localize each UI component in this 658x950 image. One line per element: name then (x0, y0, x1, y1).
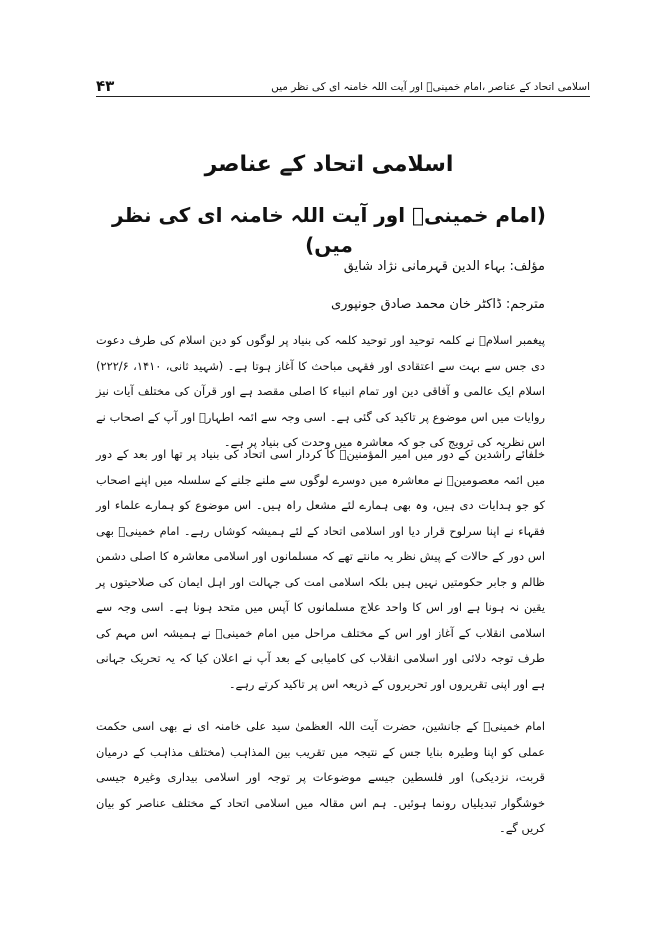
running-header (96, 72, 590, 94)
article-title: اسلامی اتحاد کے عناصر (204, 152, 454, 177)
paragraph-2: خلفائے راشدین کے دور میں امیر المؤمنینؑ کا کردار اسی اتحاد کی بنیاد پر تھا اور بعد کے دور میں ائمہ معصومینؑ نے معاشرہ میں دوسرے لوگوں سے ملنے جلنے کے سلسلہ میں اپنے اصحاب کو جو ہدایات دی ہیں، وہ بھی ہمارے لئے مشعل راہ ہیں۔ اس موضوع کو ہمارے علماء اور فقہاء نے اپنا سرلوح قرار دیا اور اسلامی اتحاد کے لئے ہمیشہ کوشاں رہے۔ امام خمینیؒ بھی اس دور کے حالات کے پیش نظر یہ مانتے تھے کہ مسلمانوں اور اسلامی معاشرہ کا اصلی دشمن ظالم و جابر حکومتیں نہیں ہیں بلکہ اسلامی امت کی جہالت اور اہل ایمان کی صلاحیتوں پر یقین نہ ہونا ہے اور اس کا واحد علاج مسلمانوں کا آپس میں متحد ہونا ہے۔ اسی وجہ سے اسلامی انقلاب کے آغاز اور اس کے مختلف مراحل میں امام خمینیؒ نے ہمیشہ اس مہم کی طرف توجہ دلائی اور اسلامی انقلاب کی کامیابی کے بعد آپ نے اعلان کیا کہ یہ تحریک جہانی ہے اور اپنی تقریروں اور تحریروں کے ذریعہ اس پر تاکید کرتے رہے۔ (96, 447, 545, 691)
running-title: اسلامی اتحاد کے عناصر ،امام خمینیؒ اور آیت اللہ خامنہ ای کی نظر میں (271, 81, 590, 93)
paragraph-1: پیغمبر اسلامؐ نے کلمہ توحید اور توحید کلمہ کی بنیاد پر لوگوں کو دین اسلام کی طرف دعوت دی جس سے بہت سے اعتقادی اور فقہی مباحث کا آغاز ہوتا ہے۔ (شہید ثانی، ۱۴۱۰، ۲۲۲/۶) اسلام ایک عالمی و آفاقی دین اور تمام انبیاء کا اصلی مقصد ہے اور قرآن کی مختلف آیات نیز روایات میں اس موضوع پر تاکید کی گئی ہے۔ اسی وجہ سے ائمہ اطہارؑ اور آپ کے اصحاب نے اس نظریہ کی ترویج کی جو کہ معاشرہ میں وحدت کی بنیاد پر ہے۔ (96, 333, 545, 449)
article-subtitle: (امام خمینیؒ اور آیت اللہ خامنہ ای کی نظر میں) (112, 203, 546, 257)
translator-line: مترجم: ڈاکٹر خان محمد صادق جونپوری (330, 297, 545, 312)
paragraph-3: امام خمینیؒ کے جانشین، حضرت آیت اللہ العظمیٰ سید علی خامنہ ای نے بھی اسی حکمت عملی کو اپنا وطیرہ بنایا جس کے نتیجہ میں تقریب بین المذاہب (مختلف مذاہب کے درمیان قربت، نزدیکی) اور فلسطین جیسے موضوعات پر توجہ اور اسلامی بیداری وغیرہ جیسی خوشگوار تبدیلیاں رونما ہوئیں۔ ہم اس مقالہ میں اسلامی اتحاد کے مختلف عناصر کو بیان کریں گے۔ (96, 719, 545, 835)
header-rule (96, 96, 590, 97)
author-line: مؤلف: بہاء الدین قہرمانی نژاد شایق (343, 259, 545, 274)
page-number: ۴۳ (96, 77, 115, 95)
